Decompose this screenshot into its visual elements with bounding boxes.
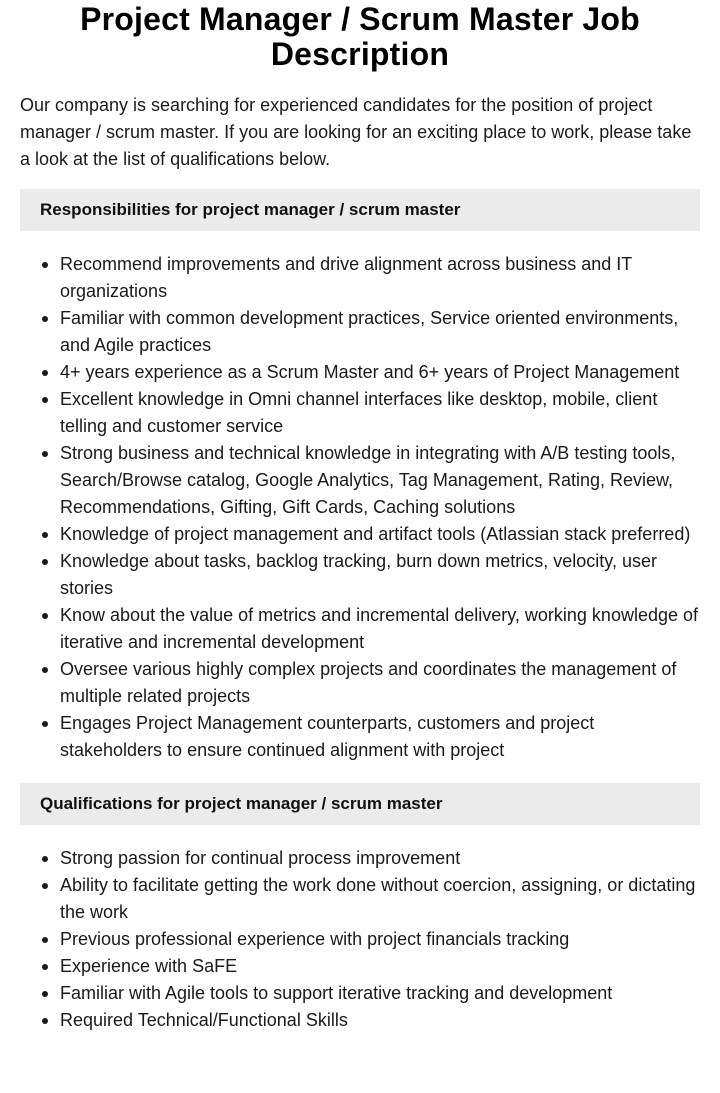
responsibilities-list	[20, 251, 700, 764]
list-item: Know about the value of metrics and incremental delivery, working knowledge of iterative and incremental development	[60, 602, 700, 656]
list-item: Familiar with Agile tools to support iterative tracking and development	[60, 980, 700, 1007]
list-item: Knowledge of project management and artifact tools (Atlassian stack preferred)	[60, 521, 700, 548]
list-item: Knowledge about tasks, backlog tracking, burn down metrics, velocity, user stories	[60, 548, 700, 602]
list-item: Excellent knowledge in Omni channel interfaces like desktop, mobile, client telling and customer service	[60, 386, 700, 440]
list-item: Engages Project Management counterparts, customers and project stakeholders to ensure continued alignment with project	[60, 710, 700, 764]
list-item: Ability to facilitate getting the work done without coercion, assigning, or dictating the work	[60, 872, 700, 926]
list-item: Experience with SaFE	[60, 953, 700, 980]
list-item: Strong passion for continual process improvement	[60, 845, 700, 872]
list-item: Oversee various highly complex projects and coordinates the management of multiple related projects	[60, 656, 700, 710]
responsibilities-heading: Responsibilities for project manager / scrum master	[20, 189, 700, 231]
list-item: Previous professional experience with project financials tracking	[60, 926, 700, 953]
qualifications-heading: Qualifications for project manager / scrum master	[20, 783, 700, 825]
intro-paragraph: Our company is searching for experienced candidates for the position of project manager / scrum master. If you are looking for an exciting place to work, please take a look at the list of qualifications below.	[20, 95, 692, 169]
qualifications-list	[20, 845, 700, 1034]
list-item: Familiar with common development practices, Service oriented environments, and Agile practices	[60, 305, 700, 359]
list-item: Recommend improvements and drive alignment across business and IT organizations	[60, 251, 700, 305]
page-title: Project Manager / Scrum Master Job Description	[80, 1, 640, 72]
list-item: 4+ years experience as a Scrum Master and 6+ years of Project Management	[60, 359, 700, 386]
list-item: Required Technical/Functional Skills	[60, 1007, 700, 1034]
job-description-page	[0, 2, 720, 1034]
list-item: Strong business and technical knowledge in integrating with A/B testing tools, Search/Browse catalog, Google Analytics, Tag Management, Rating, Review, Recommendations, Gifting, Gift Cards, Caching solutions	[60, 440, 700, 521]
